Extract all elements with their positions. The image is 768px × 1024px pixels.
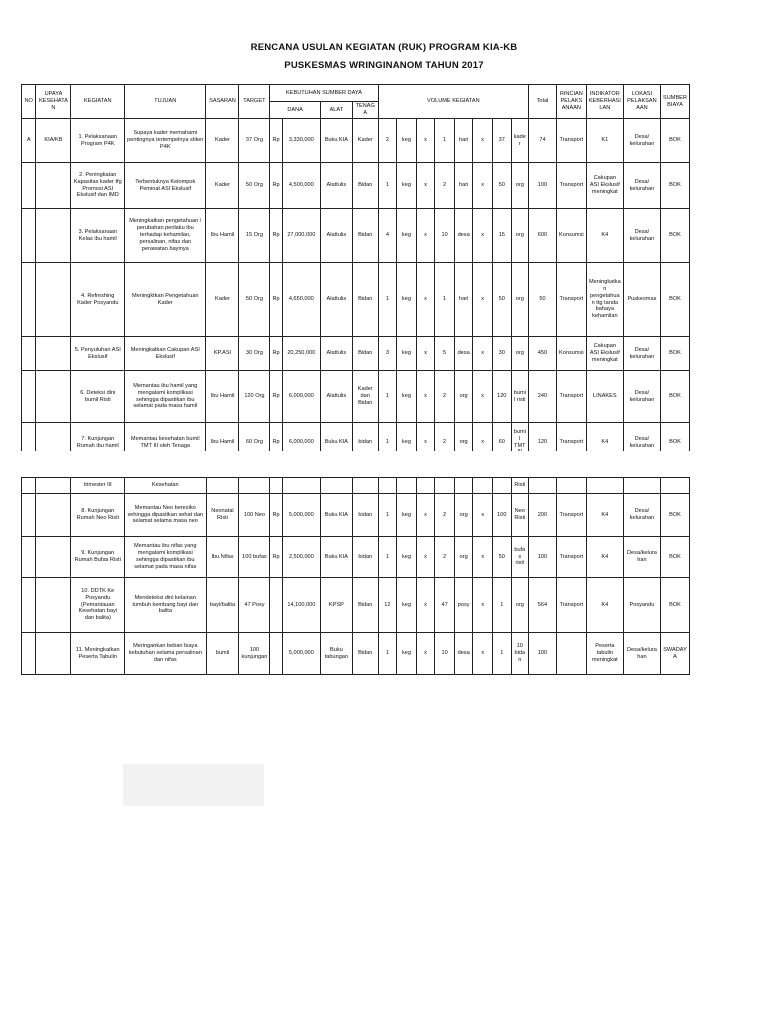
cell-lokasi: Desa/ kelurahan xyxy=(623,337,660,371)
cell-no xyxy=(22,337,36,371)
cell-tenaga: Bidan xyxy=(352,163,378,209)
table-body-part-1 xyxy=(22,119,690,463)
cell-u1: keg xyxy=(397,423,417,463)
cell-dana: 4,500,000 xyxy=(282,163,320,209)
cell-v2: 2 xyxy=(435,163,455,209)
header-total: Total xyxy=(529,85,557,119)
cell-sasaran: bayi/balita xyxy=(206,578,239,633)
cell-v1: 1 xyxy=(378,494,397,537)
cell-total: 100 xyxy=(529,537,557,578)
cell-v1: 1 xyxy=(378,163,397,209)
cell-v2: 1 xyxy=(435,263,455,337)
cell-u1: keg xyxy=(397,578,417,633)
cell-target: 47 Posy xyxy=(239,578,270,633)
document-title: RENCANA USULAN KEGIATAN (RUK) PROGRAM KIA-KB xyxy=(250,42,518,53)
cell-indikator: K4 xyxy=(586,209,623,263)
header-kegiatan: KEGIATAN xyxy=(71,85,125,119)
cell-no xyxy=(22,209,36,263)
cell-indikator: K4 xyxy=(586,423,623,463)
cell-no xyxy=(22,537,36,578)
cell-sumber: BOK xyxy=(660,263,689,337)
cell-x1: x xyxy=(416,209,435,263)
cell-v2: 2 xyxy=(435,371,455,423)
cell-total: 50 xyxy=(529,263,557,337)
cell-v2: 47 xyxy=(435,578,455,633)
cell-tujuan: Memantau Neo beresiko sehingga dipastikan sehat dan selamat selama masa neo xyxy=(125,494,206,537)
cell-u2: hari xyxy=(454,163,473,209)
cell-alat: Alattulis xyxy=(320,337,352,371)
cell-x2: x xyxy=(473,633,493,675)
cell-rincian: Transport xyxy=(556,119,586,163)
cell-total: 100 xyxy=(529,163,557,209)
cell-no xyxy=(22,371,36,423)
header-sasaran: SASARAN xyxy=(206,85,239,119)
cell-no xyxy=(22,163,36,209)
cell-rincian: Transport xyxy=(556,371,586,423)
cell-x2: x xyxy=(473,163,493,209)
cell-v3: 15 xyxy=(492,209,511,263)
cell-alat: Buku KIA xyxy=(320,119,352,163)
cell-tujuan: Supaya kader memahami pentingnya tertempelnya stiker P4K xyxy=(125,119,206,163)
header-no: NO xyxy=(22,85,36,119)
cell-tujuan: Terbentuknya Kelompok Peminat ASI Ekslusif xyxy=(125,163,206,209)
cell-u1: keg xyxy=(397,537,417,578)
cell-indikator: LINAKES xyxy=(586,371,623,423)
cell-target: 50 Org xyxy=(239,263,270,337)
table-row xyxy=(22,371,690,423)
cell-x1: x xyxy=(416,119,435,163)
header-target: TARGET xyxy=(239,85,270,119)
cell-lokasi: Desa/ kelurahan xyxy=(623,371,660,423)
cell-u3: org xyxy=(511,209,529,263)
cell-upaya xyxy=(36,209,71,263)
cell-rp: Rp xyxy=(270,337,282,371)
cell-unit-3: Risti xyxy=(511,478,529,494)
header-tujuan: TUJUAN xyxy=(125,85,206,119)
cell-sumber: BOK xyxy=(660,371,689,423)
cell-x1: x xyxy=(416,537,435,578)
cell-u3: org xyxy=(511,163,529,209)
cell-kegiatan: 1. Pelaksanaan Program P4K xyxy=(71,119,125,163)
header-kebutuhan: KEBUTUHAN SUMBER DAYA xyxy=(270,85,378,102)
cell-alat: Alattulis xyxy=(320,163,352,209)
cell-x1: x xyxy=(416,337,435,371)
table-row xyxy=(22,494,690,537)
cell-u1: keg xyxy=(397,494,417,537)
cell-u3: bumil TMT xyxy=(511,423,529,463)
cell-dana: 6,000,000 xyxy=(282,423,320,463)
cell-x1: x xyxy=(416,633,435,675)
cell-rp: Rp xyxy=(270,119,282,163)
cell-tenaga: Bidan xyxy=(352,263,378,337)
cell-u1: keg xyxy=(397,633,417,675)
cell-no xyxy=(22,633,36,675)
cell-sasaran: Ibu Nifas xyxy=(206,537,239,578)
cell-upaya xyxy=(36,633,71,675)
cell-u3: org xyxy=(511,337,529,371)
table-row xyxy=(22,119,690,163)
cell-u3: bufas risti xyxy=(511,537,529,578)
cell-upaya xyxy=(36,494,71,537)
cell-sumber: BOK xyxy=(660,119,689,163)
cell-u1: keg xyxy=(397,371,417,423)
cell-rp xyxy=(270,578,282,633)
cell-tujuan: Mendeteksi dini kelainan tumbuh kembang bayi dan balita xyxy=(125,578,206,633)
cell-u2: org xyxy=(454,537,473,578)
cell-tenaga: Bidan xyxy=(352,337,378,371)
cell-sumber: SWADAYA xyxy=(661,633,690,675)
cell-target: 37 Org xyxy=(239,119,270,163)
cell-v1: 3 xyxy=(378,337,397,371)
cell-target: 15 Org xyxy=(239,209,270,263)
cell-alat: Buku KIA xyxy=(320,494,352,537)
cell-dana: 6,000,000 xyxy=(282,371,320,423)
cell-u2: org xyxy=(454,494,473,537)
cell-sumber: BOK xyxy=(660,163,689,209)
cell-rincian: Transport xyxy=(556,578,586,633)
cell-u3: org xyxy=(511,578,529,633)
cell-indikator: Cakupan ASI Ekslusif meningkat xyxy=(586,163,623,209)
table-row xyxy=(22,578,690,633)
cell-kegiatan: 3. Pelaksanaan Kelas ibu hamil xyxy=(71,209,125,263)
table-row-continuation xyxy=(22,478,690,494)
cell-v1: 1 xyxy=(378,423,397,463)
cell-u2: hari xyxy=(454,263,473,337)
cell-rincian: Konsumsi xyxy=(556,209,586,263)
cell-sasaran: Kader xyxy=(206,119,239,163)
cell-indikator: Cakupan ASI Ekslusif meningkat xyxy=(586,337,623,371)
cell-upaya xyxy=(36,578,71,633)
cell-v2: 1 xyxy=(435,119,455,163)
cell-x2: x xyxy=(473,578,493,633)
cell-indikator: K4 xyxy=(586,578,623,633)
cell-tujuan: Memantau kesehatan bumil TMT III oleh Tenaga xyxy=(125,423,206,463)
cell-no xyxy=(22,263,36,337)
cell-u3: kader xyxy=(511,119,529,163)
cell-x2: x xyxy=(473,263,493,337)
cell-upaya xyxy=(36,371,71,423)
cell-kegiatan: 5. Penyuluhan ASI Ekslusif xyxy=(71,337,125,371)
cell-sumber: BOK xyxy=(661,578,690,633)
cell-total: 100 xyxy=(529,633,557,675)
cell-v2: 2 xyxy=(435,423,455,463)
cell-upaya xyxy=(36,163,71,209)
cell-rp: Rp xyxy=(270,537,282,578)
cell-u3: bumil risti xyxy=(511,371,529,423)
table-row xyxy=(22,163,690,209)
cell-v3: 37 xyxy=(492,119,511,163)
cell-lokasi: Desa/ kelurahan xyxy=(623,494,660,537)
cell-sasaran: bumil xyxy=(206,633,239,675)
table-body-part-2 xyxy=(22,478,690,675)
cell-sasaran: KP.ASI xyxy=(206,337,239,371)
ruk-table-part-2 xyxy=(21,477,690,675)
cell-u1: keg xyxy=(397,209,417,263)
cell-v3: 30 xyxy=(492,337,511,371)
cell-v1: 12 xyxy=(378,578,397,633)
cell-v3: 50 xyxy=(492,263,511,337)
cell-x2: x xyxy=(473,119,493,163)
cell-v3: 50 xyxy=(492,163,511,209)
cell-no xyxy=(22,494,36,537)
cell-v1: 1 xyxy=(378,371,397,423)
cell-kegiatan: 8. Kunjungan Rumah Neo Risti xyxy=(71,494,125,537)
cell-x1: x xyxy=(416,263,435,337)
table-row xyxy=(22,209,690,263)
cell-tujuan: Kesehatan xyxy=(125,478,206,494)
cell-x2: x xyxy=(473,371,493,423)
cell-upaya xyxy=(36,263,71,337)
cell-target: 60 Org xyxy=(239,423,270,463)
cell-v2: 5 xyxy=(435,337,455,371)
cell-total: 200 xyxy=(529,494,557,537)
cell-rp xyxy=(270,633,282,675)
cell-tenaga: bidan xyxy=(352,423,378,463)
cell-dana: 5,000,000 xyxy=(282,494,320,537)
cell-u3: 10 bidan xyxy=(511,633,529,675)
cell-u2: posy xyxy=(454,578,473,633)
cell-alat: Alattulis xyxy=(320,371,352,423)
header-dana: DANA xyxy=(270,102,320,119)
cell-u1: keg xyxy=(397,263,417,337)
cell-v3: 50 xyxy=(493,537,512,578)
cell-v2: 10 xyxy=(435,633,455,675)
header-upaya: UPAYA KESEHATAN xyxy=(36,85,71,119)
cell-kegiatan: 10. DDTK Ke Posyandu (Pemantauan Kesehatan bayi dan balita) xyxy=(71,578,125,633)
cell-v2: 2 xyxy=(435,537,455,578)
cell-rincian: Konsumsi xyxy=(556,337,586,371)
cell-lokasi: Desa/ kelurahan xyxy=(623,119,660,163)
header-indikator: INDIKATOR KEBERHASILAN xyxy=(586,85,623,119)
cell-target: 100 Neo xyxy=(239,494,270,537)
cell-u2: desa xyxy=(454,337,473,371)
cell-sasaran: Kader xyxy=(206,163,239,209)
cell-v2: 10 xyxy=(435,209,455,263)
cell-rincian: Transport xyxy=(556,423,586,463)
cell-indikator: K1 xyxy=(586,119,623,163)
cell-tujuan: Meningktkan Pengetahuan Kader xyxy=(125,263,206,337)
cell-u1: keg xyxy=(397,163,417,209)
cell-total: 120 xyxy=(529,423,557,463)
cell-alat: Buku KIA xyxy=(320,537,352,578)
cell-rp: Rp xyxy=(270,494,282,537)
header-rincian: RINCIAN PELAKSANAAN xyxy=(556,85,586,119)
cell-rincian: Transport xyxy=(556,494,586,537)
cell-v2: 2 xyxy=(435,494,455,537)
table-row xyxy=(22,337,690,371)
table-row xyxy=(22,633,690,675)
ruk-table-part-1 xyxy=(21,84,690,463)
cell-upaya xyxy=(36,337,71,371)
cell-tenaga: Kader xyxy=(352,119,378,163)
cell-total: 450 xyxy=(529,337,557,371)
header-sumber: SUMBER BIAYA xyxy=(660,85,689,119)
cell-target: 100 bufas xyxy=(239,537,270,578)
cell-sasaran: Ibu Hamil xyxy=(206,423,239,463)
cell-x2: x xyxy=(473,423,493,463)
gray-placeholder xyxy=(123,764,264,806)
cell-dana: 3,330,000 xyxy=(282,119,320,163)
header-volume: VOLUME KEGIATAN xyxy=(378,85,528,119)
cell-v3: 1 xyxy=(493,633,512,675)
cell-lokasi: Posyandu xyxy=(623,578,660,633)
header-tenaga: TENAGA xyxy=(352,102,378,119)
cell-u1: keg xyxy=(397,337,417,371)
cell-v1: 1 xyxy=(378,263,397,337)
cell-x1: x xyxy=(416,494,435,537)
cell-indikator: K4 xyxy=(586,494,623,537)
cell-alat: Buku tabungan xyxy=(320,633,352,675)
cell-indikator: K4 xyxy=(586,537,623,578)
cell-kegiatan: 6. Deteksi dini bumil Risti xyxy=(71,371,125,423)
cell-rp: Rp xyxy=(270,263,282,337)
cell-lokasi: Puskesmas xyxy=(623,263,660,337)
cell-indikator: Meningkatkan pengetahuan ttg tanda bahaya kehamilan xyxy=(586,263,623,337)
cell-u2: desa xyxy=(454,633,473,675)
cell-dana: 14,100,000 xyxy=(282,578,320,633)
cell-u2: hari xyxy=(454,119,473,163)
cell-total: 240 xyxy=(529,371,557,423)
cell-x1: x xyxy=(416,163,435,209)
cell-sumber: BOK xyxy=(661,494,690,537)
cell-sasaran: Neonatal Risti xyxy=(206,494,239,537)
cell-rp: Rp xyxy=(270,163,282,209)
cell-kegiatan: 9. Kunjungan Rumah Bufas Risti xyxy=(71,537,125,578)
header-lokasi: LOKASI PELAKSANAAN xyxy=(623,85,660,119)
cell-tenaga: Bidan xyxy=(352,578,378,633)
cell-kegiatan: 2. Peningkatan Kapasitas kader tfg Promosi ASI Ekslusif dan IMD xyxy=(71,163,125,209)
cell-x1: x xyxy=(416,423,435,463)
cell-x2: x xyxy=(473,209,493,263)
cell-rincian xyxy=(556,633,586,675)
cell-sumber: BOK xyxy=(660,337,689,371)
cell-sumber: BOK xyxy=(661,537,690,578)
cell-rincian: Transport xyxy=(556,537,586,578)
cell-u3: Neo Risti xyxy=(511,494,529,537)
cell-upaya xyxy=(36,537,71,578)
cell-u2: org xyxy=(454,423,473,463)
cell-v1: 4 xyxy=(378,209,397,263)
cell-alat: Alattulis xyxy=(320,209,352,263)
cell-rp: Rp xyxy=(270,371,282,423)
cell-x2: x xyxy=(473,494,493,537)
cell-v3: 100 xyxy=(493,494,512,537)
cell-total: 600 xyxy=(529,209,557,263)
cell-kegiatan: 4. Refreshing Kader Posyandu xyxy=(71,263,125,337)
table-row xyxy=(22,263,690,337)
cell-x1: x xyxy=(416,371,435,423)
cell-kegiatan: 11. Meningkatkan Peserta Tabulin xyxy=(71,633,125,675)
cell-sumber: BOK xyxy=(660,209,689,263)
cell-target: 50 Org xyxy=(239,163,270,209)
cell-alat: Alattulis xyxy=(320,263,352,337)
table-row xyxy=(22,537,690,578)
cell-u3: org xyxy=(511,263,529,337)
cell-lokasi: Desa/kelurahan xyxy=(623,537,660,578)
cell-tenaga: Bidan xyxy=(352,209,378,263)
cell-target: 120 Org xyxy=(239,371,270,423)
cell-target: 30 Org xyxy=(239,337,270,371)
cell-sumber: BOK xyxy=(660,423,689,463)
cell-alat: KPSP xyxy=(320,578,352,633)
cell-dana: 20,250,000 xyxy=(282,337,320,371)
cell-lokasi: Desa/kelurahan xyxy=(623,633,660,675)
cell-u2: org xyxy=(454,371,473,423)
cell-tujuan: Memantau ibu nifas yang mengalami komplikasi sehingga dipastikan ibu selamat pada masa nifas xyxy=(125,537,206,578)
cell-u1: keg xyxy=(397,119,417,163)
cell-dana: 2,500,000 xyxy=(282,537,320,578)
cell-x2: x xyxy=(473,537,493,578)
cell-x2: x xyxy=(473,337,493,371)
cell-no: A xyxy=(22,119,36,163)
cell-v3: 1 xyxy=(493,578,512,633)
cell-kegiatan: 7. Kunjungan Rumah ibu hamil xyxy=(71,423,125,463)
document-subtitle: PUSKESMAS WRINGINANOM TAHUN 2017 xyxy=(284,60,484,71)
cell-alat: Buku KIA xyxy=(320,423,352,463)
cell-lokasi: Desa/ kelurahan xyxy=(623,423,660,463)
cell-no xyxy=(22,578,36,633)
cell-rincian: Transport xyxy=(556,263,586,337)
cell-kegiatan: trimester III xyxy=(71,478,125,494)
cell-dana: 27,000,000 xyxy=(282,209,320,263)
cell-v1: 1 xyxy=(378,537,397,578)
cell-tenaga: Bidan xyxy=(352,633,378,675)
cell-rp: Rp xyxy=(270,423,282,463)
header-alat: ALAT xyxy=(320,102,352,119)
cell-tujuan: Meningkatkan Cakupan ASI Ekslusif xyxy=(125,337,206,371)
cell-sasaran: Ibu Hamil xyxy=(206,371,239,423)
cell-v1: 2 xyxy=(378,119,397,163)
cell-dana: 5,000,000 xyxy=(282,633,320,675)
cell-tujuan: Meringankan beban biaya kebutuhan selama persalinan dan nifas xyxy=(125,633,206,675)
cell-total: 564 xyxy=(529,578,557,633)
cell-tenaga: bidan xyxy=(352,537,378,578)
cell-v3: 120 xyxy=(492,371,511,423)
cell-u2: desa xyxy=(454,209,473,263)
cell-v1: 1 xyxy=(378,633,397,675)
cell-total: 74 xyxy=(529,119,557,163)
cell-lokasi: Desa/ kelurahan xyxy=(623,209,660,263)
cell-dana: 4,650,000 xyxy=(282,263,320,337)
cell-sasaran: Ibu Hamil xyxy=(206,209,239,263)
cell-tenaga: bidan xyxy=(352,494,378,537)
cell-lokasi: Desa/ kelurahan xyxy=(623,163,660,209)
cell-tujuan: Meningkatkan pengetahuan / perubahan perilaku ibu terhadap kehamilan, persalinan, nifas dan perawatan bayinya xyxy=(125,209,206,263)
cell-rp: Rp xyxy=(270,209,282,263)
cell-tenaga: Kader dan Bidan xyxy=(352,371,378,423)
cell-tujuan: Memantau ibu hamil yang mengalami komplikasi sehingga dipastikan ibu selamat pada masa hamil xyxy=(125,371,206,423)
cell-rincian: Transport xyxy=(556,163,586,209)
cell-x1: x xyxy=(416,578,435,633)
cell-indikator: Peserta tabulin meningkat xyxy=(586,633,623,675)
cell-sasaran: Kader xyxy=(206,263,239,337)
cell-v3: 60 xyxy=(492,423,511,463)
cell-target: 100 kunjungan xyxy=(239,633,270,675)
cell-upaya: KIA/KB xyxy=(36,119,71,163)
